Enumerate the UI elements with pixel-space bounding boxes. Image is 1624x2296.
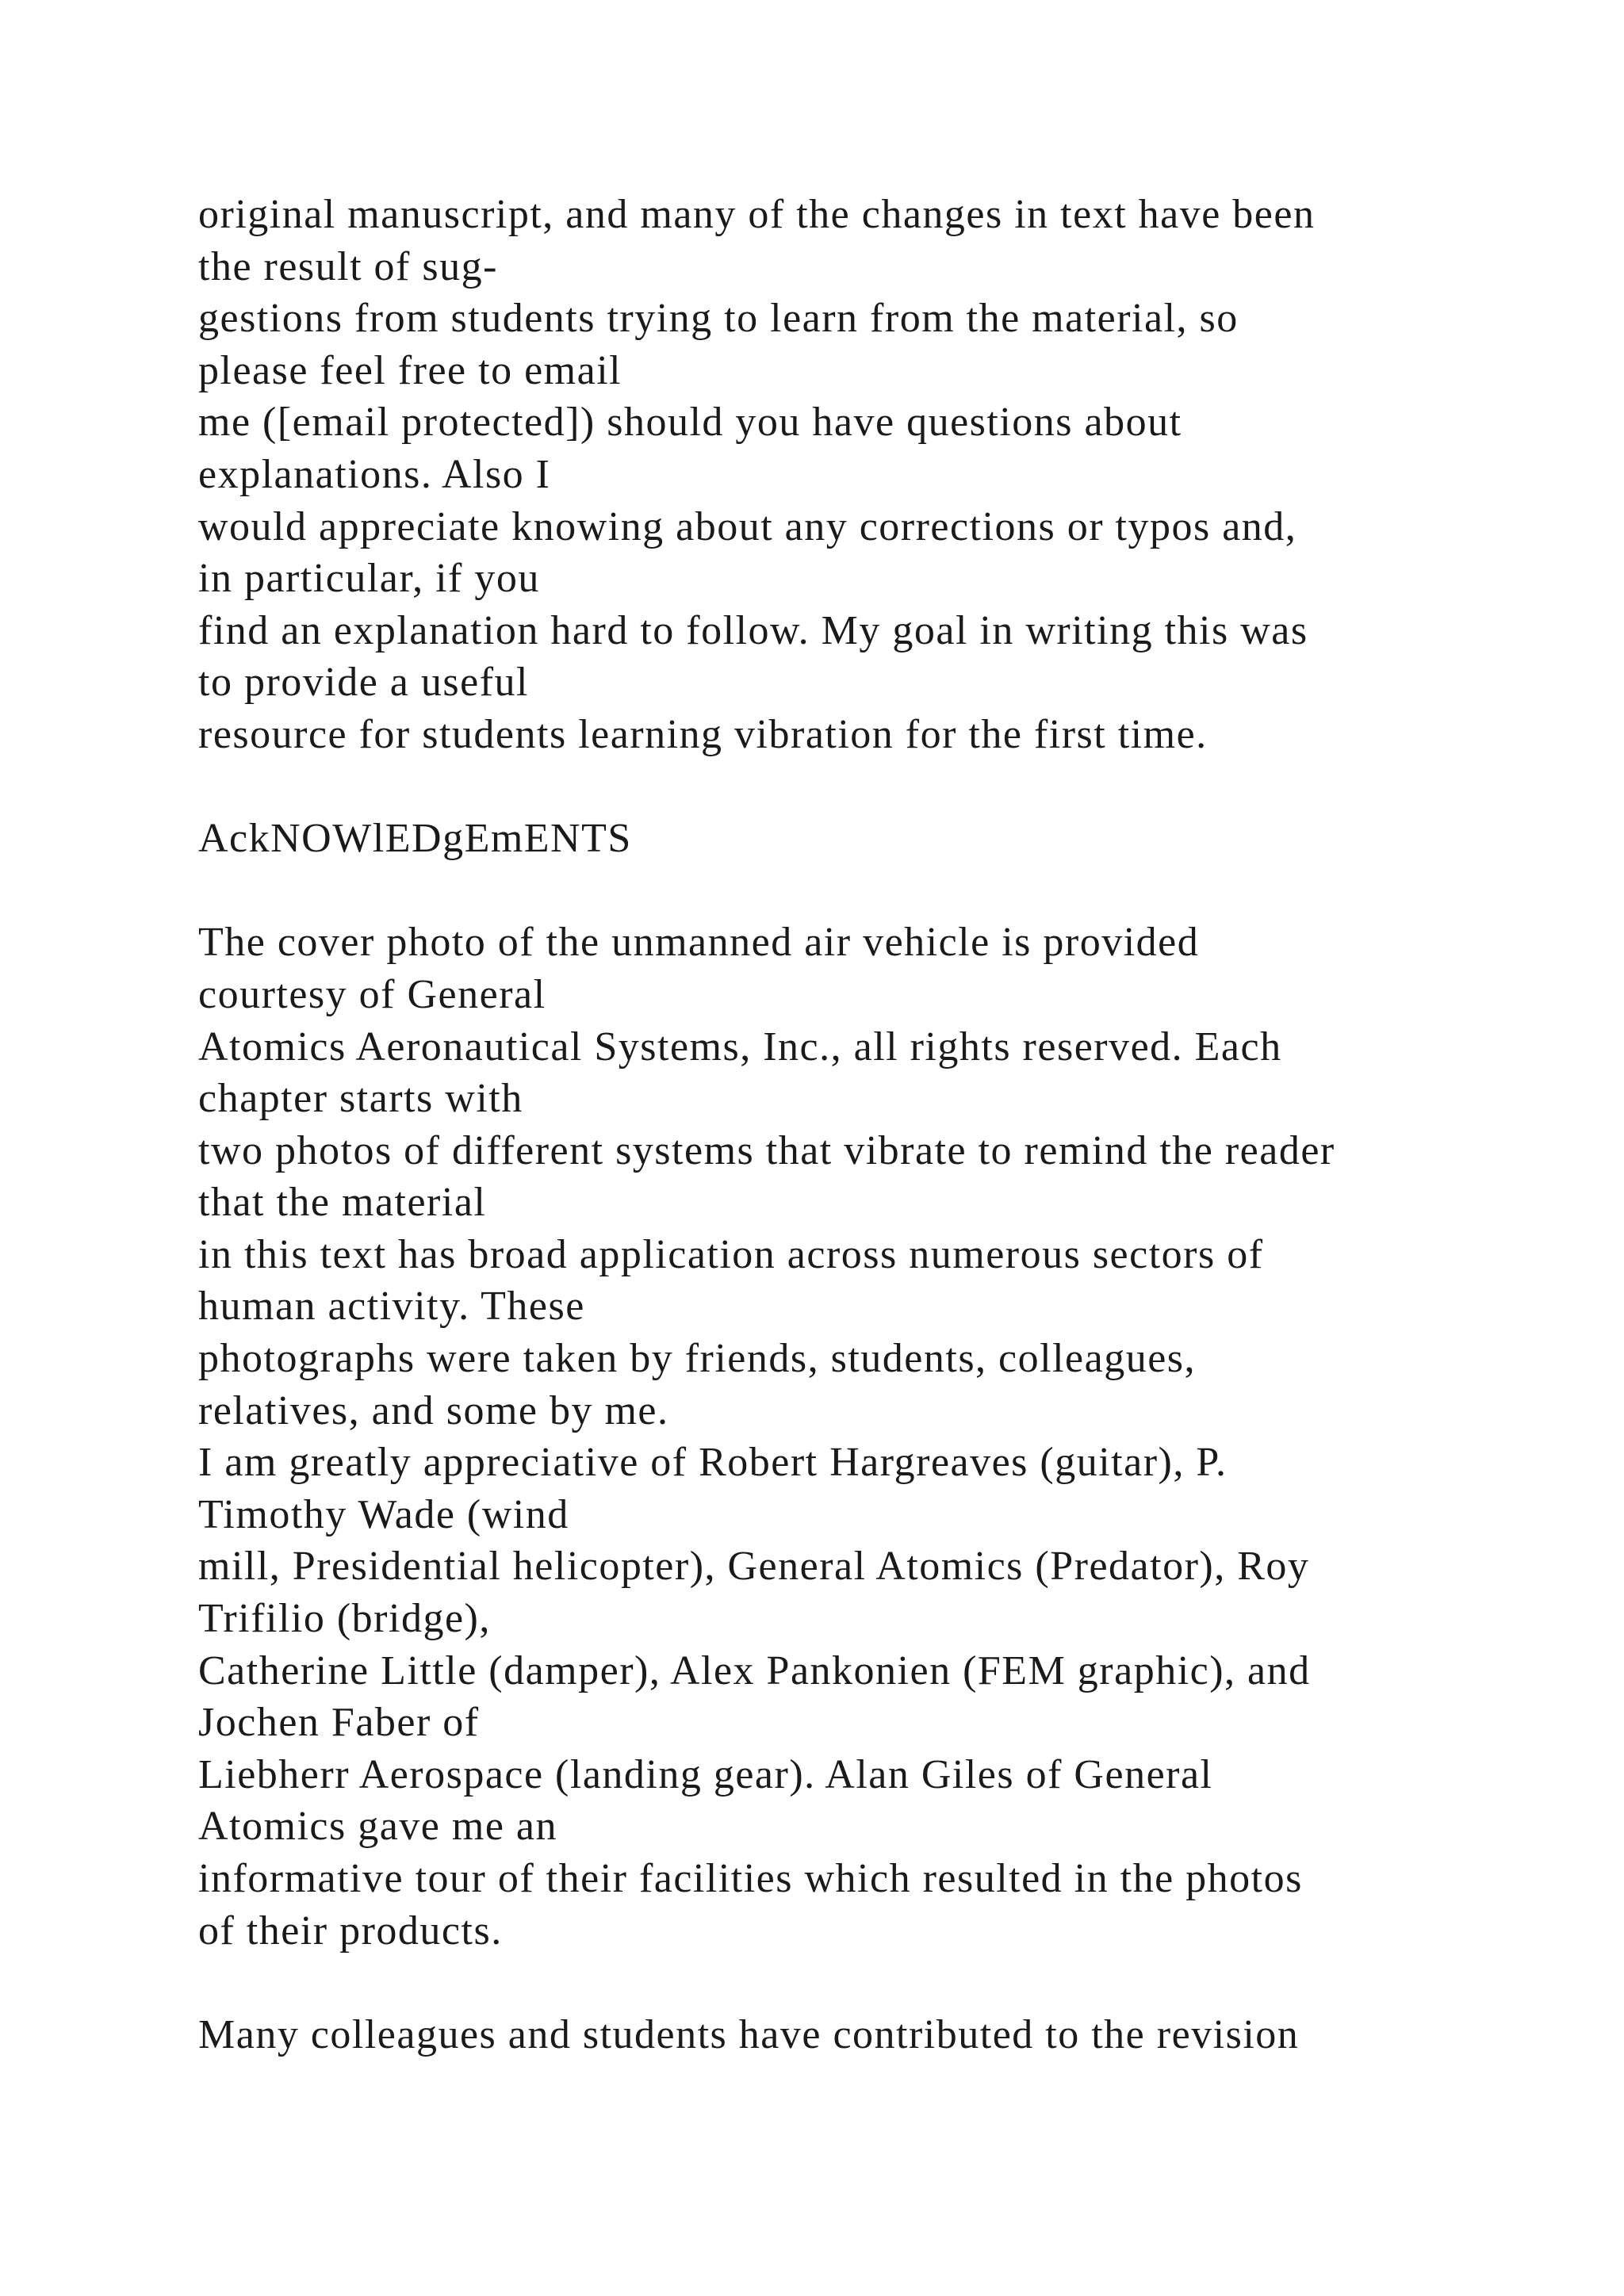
text-line: photographs were taken by friends, students, colleagues,: [198, 1336, 1197, 1382]
text-line: two photos of different systems that vibrate to remind the reader: [198, 1127, 1335, 1173]
text-line: Trifilio (bridge),: [198, 1596, 491, 1642]
text-line: please feel free to email: [198, 347, 622, 393]
document-page: [198, 189, 1546, 2061]
text-line: that the material: [198, 1180, 487, 1226]
text-line: explanations. Also I: [198, 451, 551, 497]
text-line: of their products.: [198, 1908, 503, 1954]
text-line: I am greatly appreciative of Robert Hargreaves (guitar), P.: [198, 1440, 1228, 1486]
text-line: Atomics Aeronautical Systems, Inc., all rights reserved. Each: [198, 1024, 1282, 1070]
text-line: in particular, if you: [198, 556, 540, 602]
text-line: resource for students learning vibration for the first time.: [198, 711, 1208, 757]
text-line: Many colleagues and students have contributed to the revision: [198, 2011, 1300, 2057]
text-line: Jochen Faber of: [198, 1700, 480, 1746]
text-line: me ([email protected]) should you have questions about: [198, 400, 1182, 446]
text-line: would appreciate knowing about any corrections or typos and,: [198, 503, 1297, 549]
text-line: courtesy of General: [198, 971, 546, 1017]
intro-paragraph: [198, 189, 1546, 761]
section-heading: AckNOWlEDgEmENTS: [198, 816, 632, 862]
text-line: Atomics gave me an: [198, 1804, 557, 1850]
text-line: human activity. These: [198, 1284, 585, 1330]
paragraph-gap: [198, 761, 1546, 813]
text-line: to provide a useful: [198, 660, 529, 706]
text-line: The cover photo of the unmanned air vehicle is provided: [198, 920, 1200, 966]
acknowledgements-paragraph: [198, 916, 1546, 1957]
paragraph-gap: [198, 1957, 1546, 2009]
text-line: Catherine Little (damper), Alex Pankonien (FEM graphic), and: [198, 1647, 1311, 1693]
text-line: Timothy Wade (wind: [198, 1491, 569, 1537]
text-line: in this text has broad application across numerous sectors of: [198, 1231, 1264, 1277]
text-line: the result of sug-: [198, 243, 498, 289]
text-line: find an explanation hard to follow. My goal in writing this was: [198, 607, 1308, 653]
paragraph-gap: [198, 865, 1546, 917]
text-line: original manuscript, and many of the changes in text have been: [198, 192, 1316, 237]
text-line: gestions from students trying to learn from the material, so: [198, 296, 1239, 342]
text-line: mill, Presidential helicopter), General Atomics (Predator), Roy: [198, 1544, 1310, 1590]
text-line: chapter starts with: [198, 1076, 523, 1122]
text-line: relatives, and some by me.: [198, 1387, 669, 1433]
text-line: informative tour of their facilities which resulted in the photos: [198, 1856, 1303, 1901]
text-line: Liebherr Aerospace (landing gear). Alan Giles of General: [198, 1751, 1213, 1797]
